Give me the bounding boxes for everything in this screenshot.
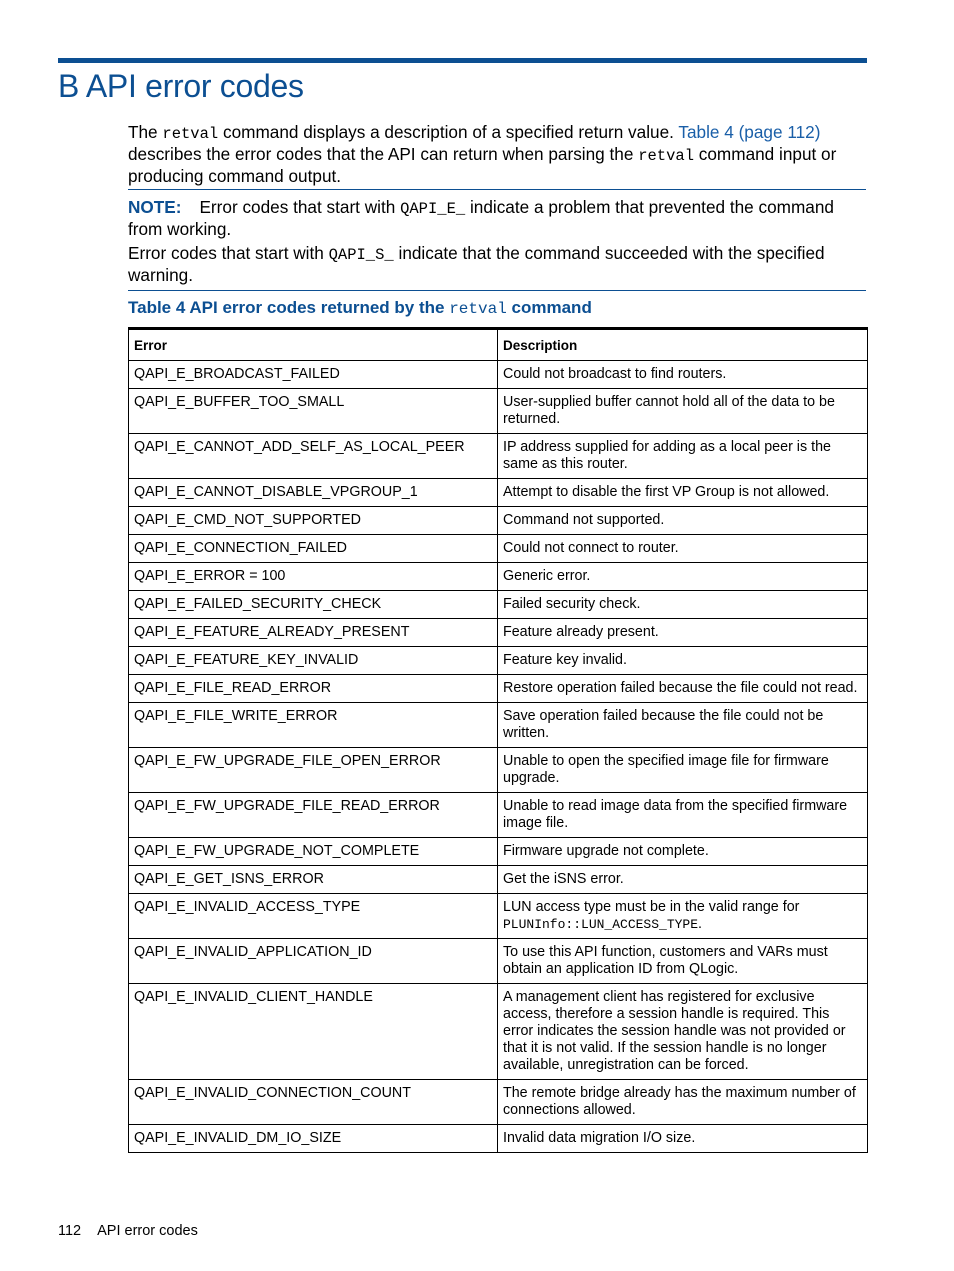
error-code-cell: QAPI_E_INVALID_APPLICATION_ID [129, 939, 498, 984]
caption-text: command [506, 298, 592, 317]
description-text: . [698, 916, 703, 932]
description-cell [498, 894, 868, 939]
description-cell: User-supplied buffer cannot hold all of the data to be returned. [498, 389, 868, 434]
note-text: Error codes that start with [199, 197, 401, 217]
description-cell: Could not connect to router. [498, 535, 868, 563]
column-header-error: Error [129, 329, 498, 361]
table-row [129, 434, 868, 479]
description-cell: Feature already present. [498, 619, 868, 647]
description-cell: Unable to read image data from the specified firmware image file. [498, 793, 868, 838]
table-row [129, 675, 868, 703]
note-text: indicate that the command succeeded with the specified warning. [128, 243, 825, 285]
note-box [128, 189, 866, 291]
error-code-cell: QAPI_E_CANNOT_ADD_SELF_AS_LOCAL_PEER [129, 434, 498, 479]
error-code-cell: QAPI_E_INVALID_DM_IO_SIZE [129, 1125, 498, 1153]
table-row [129, 703, 868, 748]
page-number: 112 [58, 1223, 82, 1239]
description-cell: Could not broadcast to find routers. [498, 361, 868, 389]
intro-paragraph [128, 122, 866, 186]
note-paragraph [128, 243, 866, 285]
description-cell: To use this API function, customers and VARs must obtain an application ID from QLogic. [498, 939, 868, 984]
table-row [129, 507, 868, 535]
table-header-row [129, 329, 868, 361]
table-row [129, 894, 868, 939]
caption-text: Table 4 API error codes returned by the [128, 298, 450, 317]
table-row [129, 535, 868, 563]
caption-code: retval [449, 300, 507, 318]
error-code-cell: QAPI_E_FW_UPGRADE_NOT_COMPLETE [129, 838, 498, 866]
error-code-cell: QAPI_E_CMD_NOT_SUPPORTED [129, 507, 498, 535]
error-code-cell: QAPI_E_FILE_READ_ERROR [129, 675, 498, 703]
table-reference-link[interactable]: Table 4 (page 112) [678, 122, 821, 142]
error-codes-table [128, 327, 868, 1153]
description-code: PLUNInfo::LUN_ACCESS_TYPE [503, 917, 699, 932]
description-cell: Generic error. [498, 563, 868, 591]
table-row [129, 984, 868, 1080]
chapter-title: B API error codes [58, 68, 304, 104]
intro-text: describes the error codes that the API can return when parsing the [128, 144, 639, 164]
description-cell: Invalid data migration I/O size. [498, 1125, 868, 1153]
page-footer [58, 1222, 198, 1240]
note-text: indicate a problem that prevented the command from working. [128, 197, 834, 239]
chapter-top-rule [58, 58, 867, 63]
description-cell: Failed security check. [498, 591, 868, 619]
error-code-cell: QAPI_E_INVALID_CONNECTION_COUNT [129, 1080, 498, 1125]
description-cell: Save operation failed because the file could not be written. [498, 703, 868, 748]
table-row [129, 838, 868, 866]
intro-text: command displays a description of a specified return value. [218, 122, 679, 142]
description-cell: A management client has registered for exclusive access, therefore a session handle is required. This error indicates the session handle was not provided or that it is not valid. If the session handle is no longer available, unregistration can be forced. [498, 984, 868, 1080]
column-header-description: Description [498, 329, 868, 361]
error-code-cell: QAPI_E_FEATURE_ALREADY_PRESENT [129, 619, 498, 647]
table-row [129, 591, 868, 619]
note-label: NOTE: [128, 197, 182, 217]
footer-title: API error codes [97, 1223, 198, 1239]
table-row [129, 619, 868, 647]
table-row [129, 361, 868, 389]
table-row [129, 748, 868, 793]
description-text: LUN access type must be in the valid range for [503, 899, 800, 915]
table-row [129, 866, 868, 894]
error-code-cell: QAPI_E_FW_UPGRADE_FILE_READ_ERROR [129, 793, 498, 838]
table-row [129, 793, 868, 838]
error-code-cell: QAPI_E_FW_UPGRADE_FILE_OPEN_ERROR [129, 748, 498, 793]
description-cell: Unable to open the specified image file for firmware upgrade. [498, 748, 868, 793]
table-caption [128, 297, 592, 320]
error-code-cell: QAPI_E_FAILED_SECURITY_CHECK [129, 591, 498, 619]
description-cell: IP address supplied for adding as a local peer is the same as this router. [498, 434, 868, 479]
description-cell: Feature key invalid. [498, 647, 868, 675]
error-code-cell: QAPI_E_CANNOT_DISABLE_VPGROUP_1 [129, 479, 498, 507]
table-row [129, 1125, 868, 1153]
description-cell: Restore operation failed because the file could not read. [498, 675, 868, 703]
table-row [129, 563, 868, 591]
description-cell: Attempt to disable the first VP Group is not allowed. [498, 479, 868, 507]
description-cell: Get the iSNS error. [498, 866, 868, 894]
description-cell: Command not supported. [498, 507, 868, 535]
error-code-cell: QAPI_E_GET_ISNS_ERROR [129, 866, 498, 894]
table-row [129, 389, 868, 434]
error-code-cell: QAPI_E_BUFFER_TOO_SMALL [129, 389, 498, 434]
table-row [129, 1080, 868, 1125]
note-paragraph [128, 197, 866, 239]
error-code-cell: QAPI_E_ERROR = 100 [129, 563, 498, 591]
description-cell: Firmware upgrade not complete. [498, 838, 868, 866]
note-text: Error codes that start with [128, 243, 329, 263]
intro-command-code: retval [162, 125, 219, 143]
table-body [129, 361, 868, 1153]
intro-text: command input or producing command output. [128, 144, 837, 186]
intro-text: The [128, 122, 163, 142]
note-code: QAPI_E_ [400, 200, 466, 218]
table-row [129, 939, 868, 984]
table-row [129, 479, 868, 507]
error-code-cell: QAPI_E_FILE_WRITE_ERROR [129, 703, 498, 748]
error-code-cell: QAPI_E_CONNECTION_FAILED [129, 535, 498, 563]
intro-command-code: retval [638, 147, 694, 165]
table-row [129, 647, 868, 675]
error-code-cell: QAPI_E_BROADCAST_FAILED [129, 361, 498, 389]
description-cell: The remote bridge already has the maximum number of connections allowed. [498, 1080, 868, 1125]
error-code-cell: QAPI_E_INVALID_ACCESS_TYPE [129, 894, 498, 939]
error-code-cell: QAPI_E_INVALID_CLIENT_HANDLE [129, 984, 498, 1080]
note-code: QAPI_S_ [328, 246, 394, 264]
error-code-cell: QAPI_E_FEATURE_KEY_INVALID [129, 647, 498, 675]
